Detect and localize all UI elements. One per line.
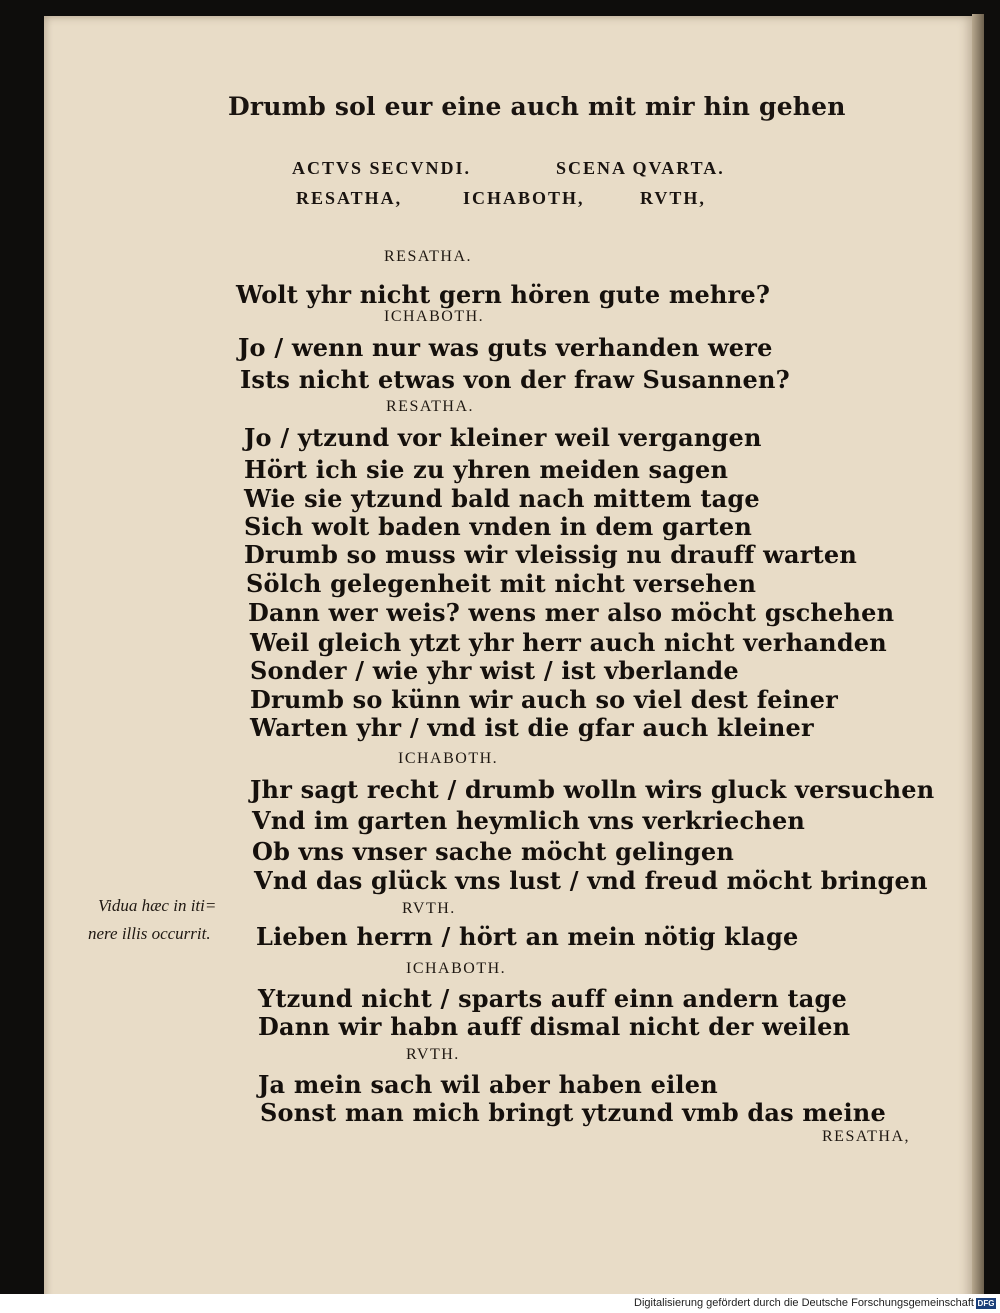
verse-line: Jhr sagt recht / drumb wolln wirs gluck versuchen <box>250 775 935 804</box>
margin-note-line: nere illis occurrit. <box>88 924 211 943</box>
verse-line: Ob vns vnser sache möcht gelingen <box>252 837 734 866</box>
verse-line: Hört ich sie zu yhren meiden sagen <box>244 455 729 484</box>
persona-resatha: RESATHA, <box>296 188 403 208</box>
verse-line: Sonder / wie yhr wist / ist vberlande <box>250 656 739 685</box>
verse-line: Vnd im garten heymlich vns verkriechen <box>252 806 806 835</box>
verse-line: Dann wer weis? wens mer also möcht gschehen <box>248 598 895 627</box>
verse-line: Dann wir habn auff dismal nicht der weilen <box>258 1012 851 1041</box>
verse-line: Sonst man mich bringt ytzund vmb das meine <box>260 1098 886 1127</box>
verse-line: Sölch gelegenheit mit nicht versehen <box>246 569 757 598</box>
verse-line: Sich wolt baden vnden in dem garten <box>244 512 753 541</box>
verse-line: Jo / ytzund vor kleiner weil vergangen <box>244 423 762 452</box>
verse-line: Wie sie ytzund bald nach mittem tage <box>244 484 760 513</box>
verse-line: Drumb so künn wir auch so viel dest feiner <box>250 685 838 714</box>
speaker-label: RESATHA. <box>386 398 475 415</box>
catchword: RESATHA, <box>822 1128 911 1145</box>
dfg-logo: DFG <box>977 1299 995 1308</box>
speaker-label: ICHABOTH. <box>398 750 499 767</box>
verse-line: Ja mein sach wil aber haben eilen <box>258 1070 718 1099</box>
verse-line: Ytzund nicht / sparts auff einn andern tage <box>258 984 847 1013</box>
verse-line: Weil gleich ytzt yhr herr auch nicht verhanden <box>250 628 887 657</box>
verse-line: Warten yhr / vnd ist die gfar auch kleiner <box>250 713 814 742</box>
verse-line: Ists nicht etwas von der fraw Susannen? <box>240 365 790 394</box>
footer-credit: Digitalisierung gefördert durch die Deutsche Forschungsgemeinschaft <box>634 1297 974 1309</box>
speaker-label: RVTH. <box>406 1046 460 1063</box>
act-heading: ACTVS SECVNDI. <box>292 158 472 178</box>
verse-line: Lieben herrn / hört an mein nötig klage <box>256 922 799 951</box>
speaker-label: ICHABOTH. <box>406 960 507 977</box>
verse-line: Jo / wenn nur was guts verhanden were <box>238 333 773 362</box>
catchline: Drumb sol eur eine auch mit mir hin gehen <box>228 92 846 121</box>
speaker-label: RVTH. <box>402 900 456 917</box>
speaker-label: RESATHA. <box>384 248 473 265</box>
speaker-label: ICHABOTH. <box>384 308 485 325</box>
verse-line: Wolt yhr nicht gern hören gute mehre? <box>236 280 771 309</box>
persona-ichaboth: ICHABOTH, <box>463 188 585 208</box>
margin-note-line: Vidua hæc in iti= <box>98 896 217 915</box>
scene-heading: SCENA QVARTA. <box>556 158 725 178</box>
persona-ruth: RVTH, <box>640 188 706 208</box>
verse-line: Drumb so muss wir vleissig nu drauff warten <box>244 540 857 569</box>
verse-line: Vnd das glück vns lust / vnd freud möcht bringen <box>254 866 928 895</box>
page-edge <box>972 14 984 1308</box>
